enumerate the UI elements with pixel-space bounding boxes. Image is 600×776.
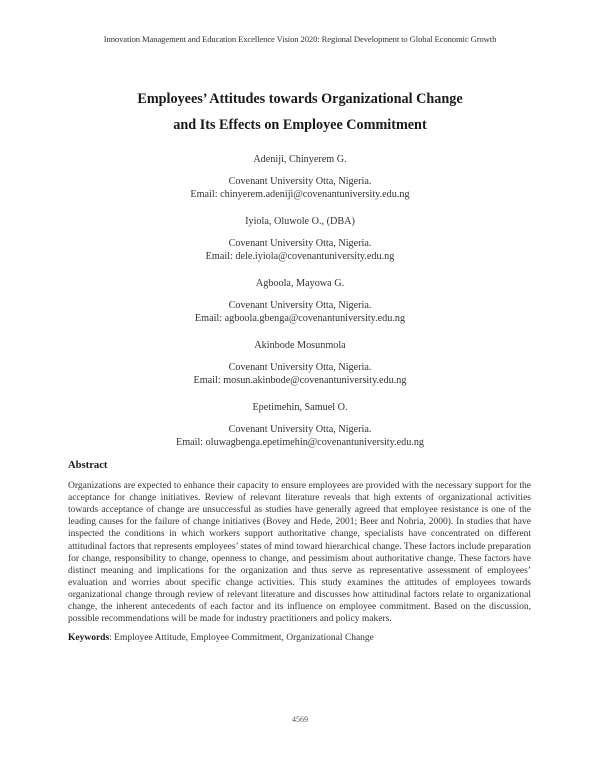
author-email: Email: mosun.akinbode@covenantuniversity.edu.ng — [193, 375, 407, 386]
keywords-list: : Employee Attitude, Employee Commitment, Organizational Change — [109, 633, 374, 644]
running-header: Innovation Management and Education Excellence Vision 2020: Regional Development to Global Economic Growth — [103, 34, 497, 44]
paper-title-line-1: Employees’ Attitudes towards Organizational Change — [137, 91, 463, 107]
abstract-body: Organizations are expected to enhance their capacity to ensure employees are provided with the necessary support for the acceptance for change initiatives. Review of relevant literature reveals that high extents of organizational activities towards acceptance of change are unsuccessful as studies have generally agreed that employee resistance is one of the leading causes for the failure of change initiatives (Bovey and Hede, 2001; Beer and Nohria, 2000). In studies that have inspected the conditions in which workers support authoritative change, specialists have concentrated on different attitudinal factors that represents employees’ states of mind toward hierarchical change. These factors include preparation for change, responsibility to change, openness to change, and pessimism about authoritative change. These factors have distinct meaning and implications for the organization and thus serve as representative assessment of employees’ evaluation and worries about specific change activities. This study examines the attitudes of employees towards organizational change through review of relevant literature and discusses how attitudinal factors relate to organizational change, the inherent antecedents of each factor and its influence on employee commitment. Based on the discussion, possible recommendations will be made for industry practitioners and policy makers. — [68, 481, 531, 625]
author-email: Email: dele.iyiola@covenantuniversity.edu.ng — [205, 251, 395, 262]
author-affiliation: Covenant University Otta, Nigeria. — [228, 300, 372, 311]
author-name: Akinbode Mosunmola — [254, 340, 346, 351]
author-name: Epetimehin, Samuel O. — [252, 402, 348, 413]
author-block — [0, 277, 600, 325]
author-affiliation: Covenant University Otta, Nigeria. — [228, 238, 372, 249]
author-block — [0, 153, 600, 201]
author-block — [0, 215, 600, 263]
author-affiliation: Covenant University Otta, Nigeria. — [228, 424, 372, 435]
author-affiliation: Covenant University Otta, Nigeria. — [228, 176, 372, 187]
author-name: Agboola, Mayowa G. — [255, 278, 345, 289]
author-affiliation: Covenant University Otta, Nigeria. — [228, 362, 372, 373]
paper-title-line-2: and Its Effects on Employee Commitment — [173, 117, 427, 133]
author-email: Email: agboola.gbenga@covenantuniversity.edu.ng — [194, 313, 406, 324]
page-number: 4569 — [292, 715, 308, 724]
abstract-section — [68, 460, 531, 644]
author-block — [0, 401, 600, 449]
author-email: Email: chinyerem.adeniji@covenantuniversity.edu.ng — [190, 189, 410, 200]
keywords-label: Keywords — [68, 633, 110, 644]
author-block — [0, 339, 600, 387]
author-name: Iyiola, Oluwole O., (DBA) — [245, 216, 355, 227]
author-name: Adeniji, Chinyerem G. — [253, 154, 347, 165]
keywords-line — [68, 632, 531, 644]
author-email: Email: oluwagbenga.epetimehin@covenantuniversity.edu.ng — [175, 437, 425, 448]
abstract-heading: Abstract — [68, 460, 108, 471]
